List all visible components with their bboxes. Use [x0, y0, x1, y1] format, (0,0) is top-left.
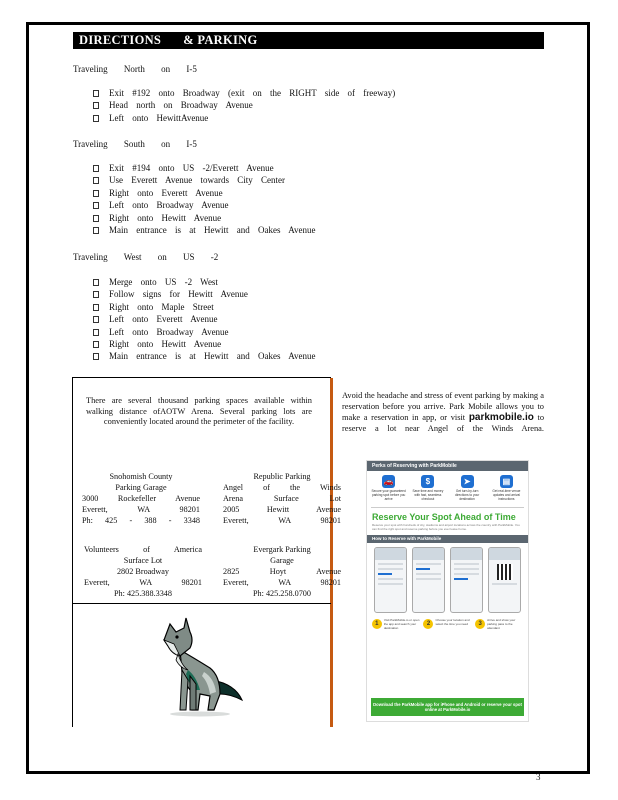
checkbox-bullet-icon	[93, 291, 99, 298]
parkmobile-link[interactable]: parkmobile.io	[468, 412, 534, 423]
route-heading-south: Traveling South on I-5	[73, 139, 197, 149]
checkbox-bullet-icon	[93, 279, 99, 286]
perk-text: Get real-time venue updates and arrival instructions	[492, 489, 521, 501]
lot-address: 2825 Hoyt Avenue	[223, 567, 341, 576]
lot-city: Everett, WA 98201	[223, 578, 341, 587]
list-item: Follow signs for Hewitt Avenue	[93, 288, 316, 300]
lot-name: Republic Parking	[253, 472, 311, 481]
lot-name: Volunteers of America	[84, 545, 202, 554]
parkmobile-flyer	[366, 460, 529, 722]
how-step	[475, 619, 523, 630]
checkbox-bullet-icon	[93, 304, 99, 311]
perk-item	[410, 475, 446, 501]
checkbox-bullet-icon	[93, 316, 99, 323]
lot-name: Snohomish County	[109, 472, 173, 481]
qr-code-icon	[497, 564, 513, 580]
list-item: Right onto Hewitt Avenue	[93, 338, 316, 350]
checkbox-bullet-icon	[93, 202, 99, 209]
lot-address: 2802 Broadway	[116, 567, 170, 576]
checkbox-bullet-icon	[93, 329, 99, 336]
wolf-mascot-logo	[150, 610, 250, 720]
title-directions: DIRECTIONS	[79, 33, 162, 47]
reserve-text	[342, 390, 544, 434]
list-item: Head north on Broadway Avenue	[93, 99, 395, 111]
checkbox-bullet-icon	[93, 90, 99, 97]
how-steps	[367, 617, 528, 630]
lot-address: Arena Surface Lot	[223, 494, 341, 503]
checkbox-bullet-icon	[93, 102, 99, 109]
checkbox-bullet-icon	[93, 353, 99, 360]
flyer-subtext: Reserve your spot with hundreds of city, stadiums and airport locations across the country with ParkMobile. You can find the right spot and reserve parking before you ever leave home.	[372, 523, 520, 532]
section-title	[73, 32, 544, 49]
list-item: Right onto Maple Street	[93, 301, 316, 313]
divider	[371, 507, 524, 508]
lot-name: Evergark Parking	[253, 545, 311, 554]
perk-text: Save time and money with fast, seamless checkout	[412, 489, 444, 501]
lot-name: Angel of the Winds	[223, 483, 341, 492]
lot-name: Parking Garage	[115, 483, 167, 492]
step-text: Choose your location and select the time you need	[435, 618, 470, 627]
list-item: Right onto Everett Avenue	[93, 187, 316, 199]
navigate-icon: ➤	[461, 475, 474, 488]
car-icon: 🚗	[383, 477, 394, 486]
list-item: Left onto Everett Avenue	[93, 313, 316, 325]
receipt-icon: ▤	[500, 475, 513, 488]
lot-city: Everett, WA 98201	[82, 505, 200, 514]
reserve-text-body: Avoid the headache and stress of event parking by making a reservation before you arrive. Park Mobile allows you to make a reservation in app, or visit	[342, 391, 544, 422]
lot-city: Everett, WA 98201	[84, 578, 202, 587]
route-steps-west	[93, 276, 316, 363]
parking-lot-snohomish	[82, 471, 200, 526]
route-heading-west: Traveling West on US -2	[73, 252, 219, 262]
wolf-icon	[150, 610, 250, 720]
list-item: Exit #194 onto US -2/Everett Avenue	[93, 162, 316, 174]
download-cta[interactable]: Download the ParkMobile app for iPhone and Android or reserve your spot online at ParkMobile.io	[371, 698, 524, 716]
how-step	[372, 619, 420, 630]
divider	[73, 603, 331, 604]
flyer-how-header: How to Reserve with ParkMobile	[367, 535, 528, 543]
checkbox-bullet-icon	[93, 115, 99, 122]
perk-item	[449, 475, 485, 501]
page-number: 3	[536, 772, 541, 782]
checkbox-bullet-icon	[93, 177, 99, 184]
phone-screen	[374, 547, 407, 613]
lot-phone: Ph: 425.258.0700	[252, 589, 311, 598]
step-number-icon: 2	[423, 619, 433, 629]
phone-screen	[412, 547, 445, 613]
list-item: Merge onto US -2 West	[93, 276, 316, 288]
step-text: Arrive and show your parking pass to the attendant	[487, 618, 516, 630]
perk-text: Secure your guaranteed parking spot before you arrive	[371, 489, 406, 501]
checkbox-bullet-icon	[93, 341, 99, 348]
lot-name: Surface Lot	[123, 556, 163, 565]
phone-screen	[488, 547, 521, 613]
list-item: Left onto HewittAvenue	[93, 112, 395, 124]
checkbox-bullet-icon	[93, 165, 99, 172]
divider	[73, 377, 331, 378]
lot-phone: Ph: 425.388.3348	[113, 589, 172, 598]
list-item: Left onto Broadway Avenue	[93, 199, 316, 211]
list-item: Left onto Broadway Avenue	[93, 326, 316, 338]
flyer-headline: Reserve Your Spot Ahead of Time	[372, 512, 516, 523]
step-number-icon: 3	[475, 619, 485, 629]
lot-name: Garage	[270, 556, 294, 565]
list-item: Main entrance is at Hewitt and Oakes Avenue	[93, 350, 316, 362]
route-steps-north	[93, 87, 395, 124]
lot-phone: Everett, WA 98201	[223, 516, 341, 525]
divider	[72, 377, 73, 727]
parking-lot-evergark	[223, 544, 341, 599]
step-number-icon: 1	[372, 619, 382, 629]
lot-address: 3000 Rockefeller Avenue	[82, 494, 200, 503]
lot-city: 2005 Hewitt Avenue	[223, 505, 341, 514]
checkbox-bullet-icon	[93, 215, 99, 222]
parking-lot-republic	[223, 471, 341, 526]
list-item: Right onto Hewitt Avenue	[93, 212, 316, 224]
checkbox-bullet-icon	[93, 190, 99, 197]
lot-phone: Ph: 425 - 388 - 3348	[82, 516, 200, 525]
step-text: Visit ParkMobile.io or open the app and search your destination	[383, 618, 420, 630]
checkbox-bullet-icon	[93, 227, 99, 234]
list-item: Use Everett Avenue towards City Center	[93, 174, 316, 186]
title-parking: & PARKING	[183, 33, 258, 47]
list-item: Exit #192 onto Broadway (exit on the RIGHT side of freeway)	[93, 87, 395, 99]
reserve-text-tail: to reserve a lot near Angel of the Winds Arena.	[342, 413, 545, 433]
list-item: Main entrance is at Hewitt and Oakes Avenue	[93, 224, 316, 236]
perk-row	[367, 471, 528, 503]
dollar-icon: $	[421, 475, 434, 488]
parking-lot-volunteers	[84, 544, 202, 599]
phone-screen	[450, 547, 483, 613]
route-steps-south	[93, 162, 316, 236]
flyer-header: Perks of Reserving with ParkMobile	[367, 461, 528, 471]
perk-text: Get turn-by-turn directions to your destination	[454, 489, 480, 501]
how-step	[423, 619, 471, 630]
perk-item	[488, 475, 524, 501]
perk-item	[371, 475, 407, 501]
route-heading-north: Traveling North on I-5	[73, 64, 197, 74]
parking-intro: There are several thousand parking spaces available within walking distance ofAOTW Arena. Several parking lots are conveniently located around the perimeter of the facility.	[86, 396, 312, 426]
phone-screens	[367, 543, 528, 617]
